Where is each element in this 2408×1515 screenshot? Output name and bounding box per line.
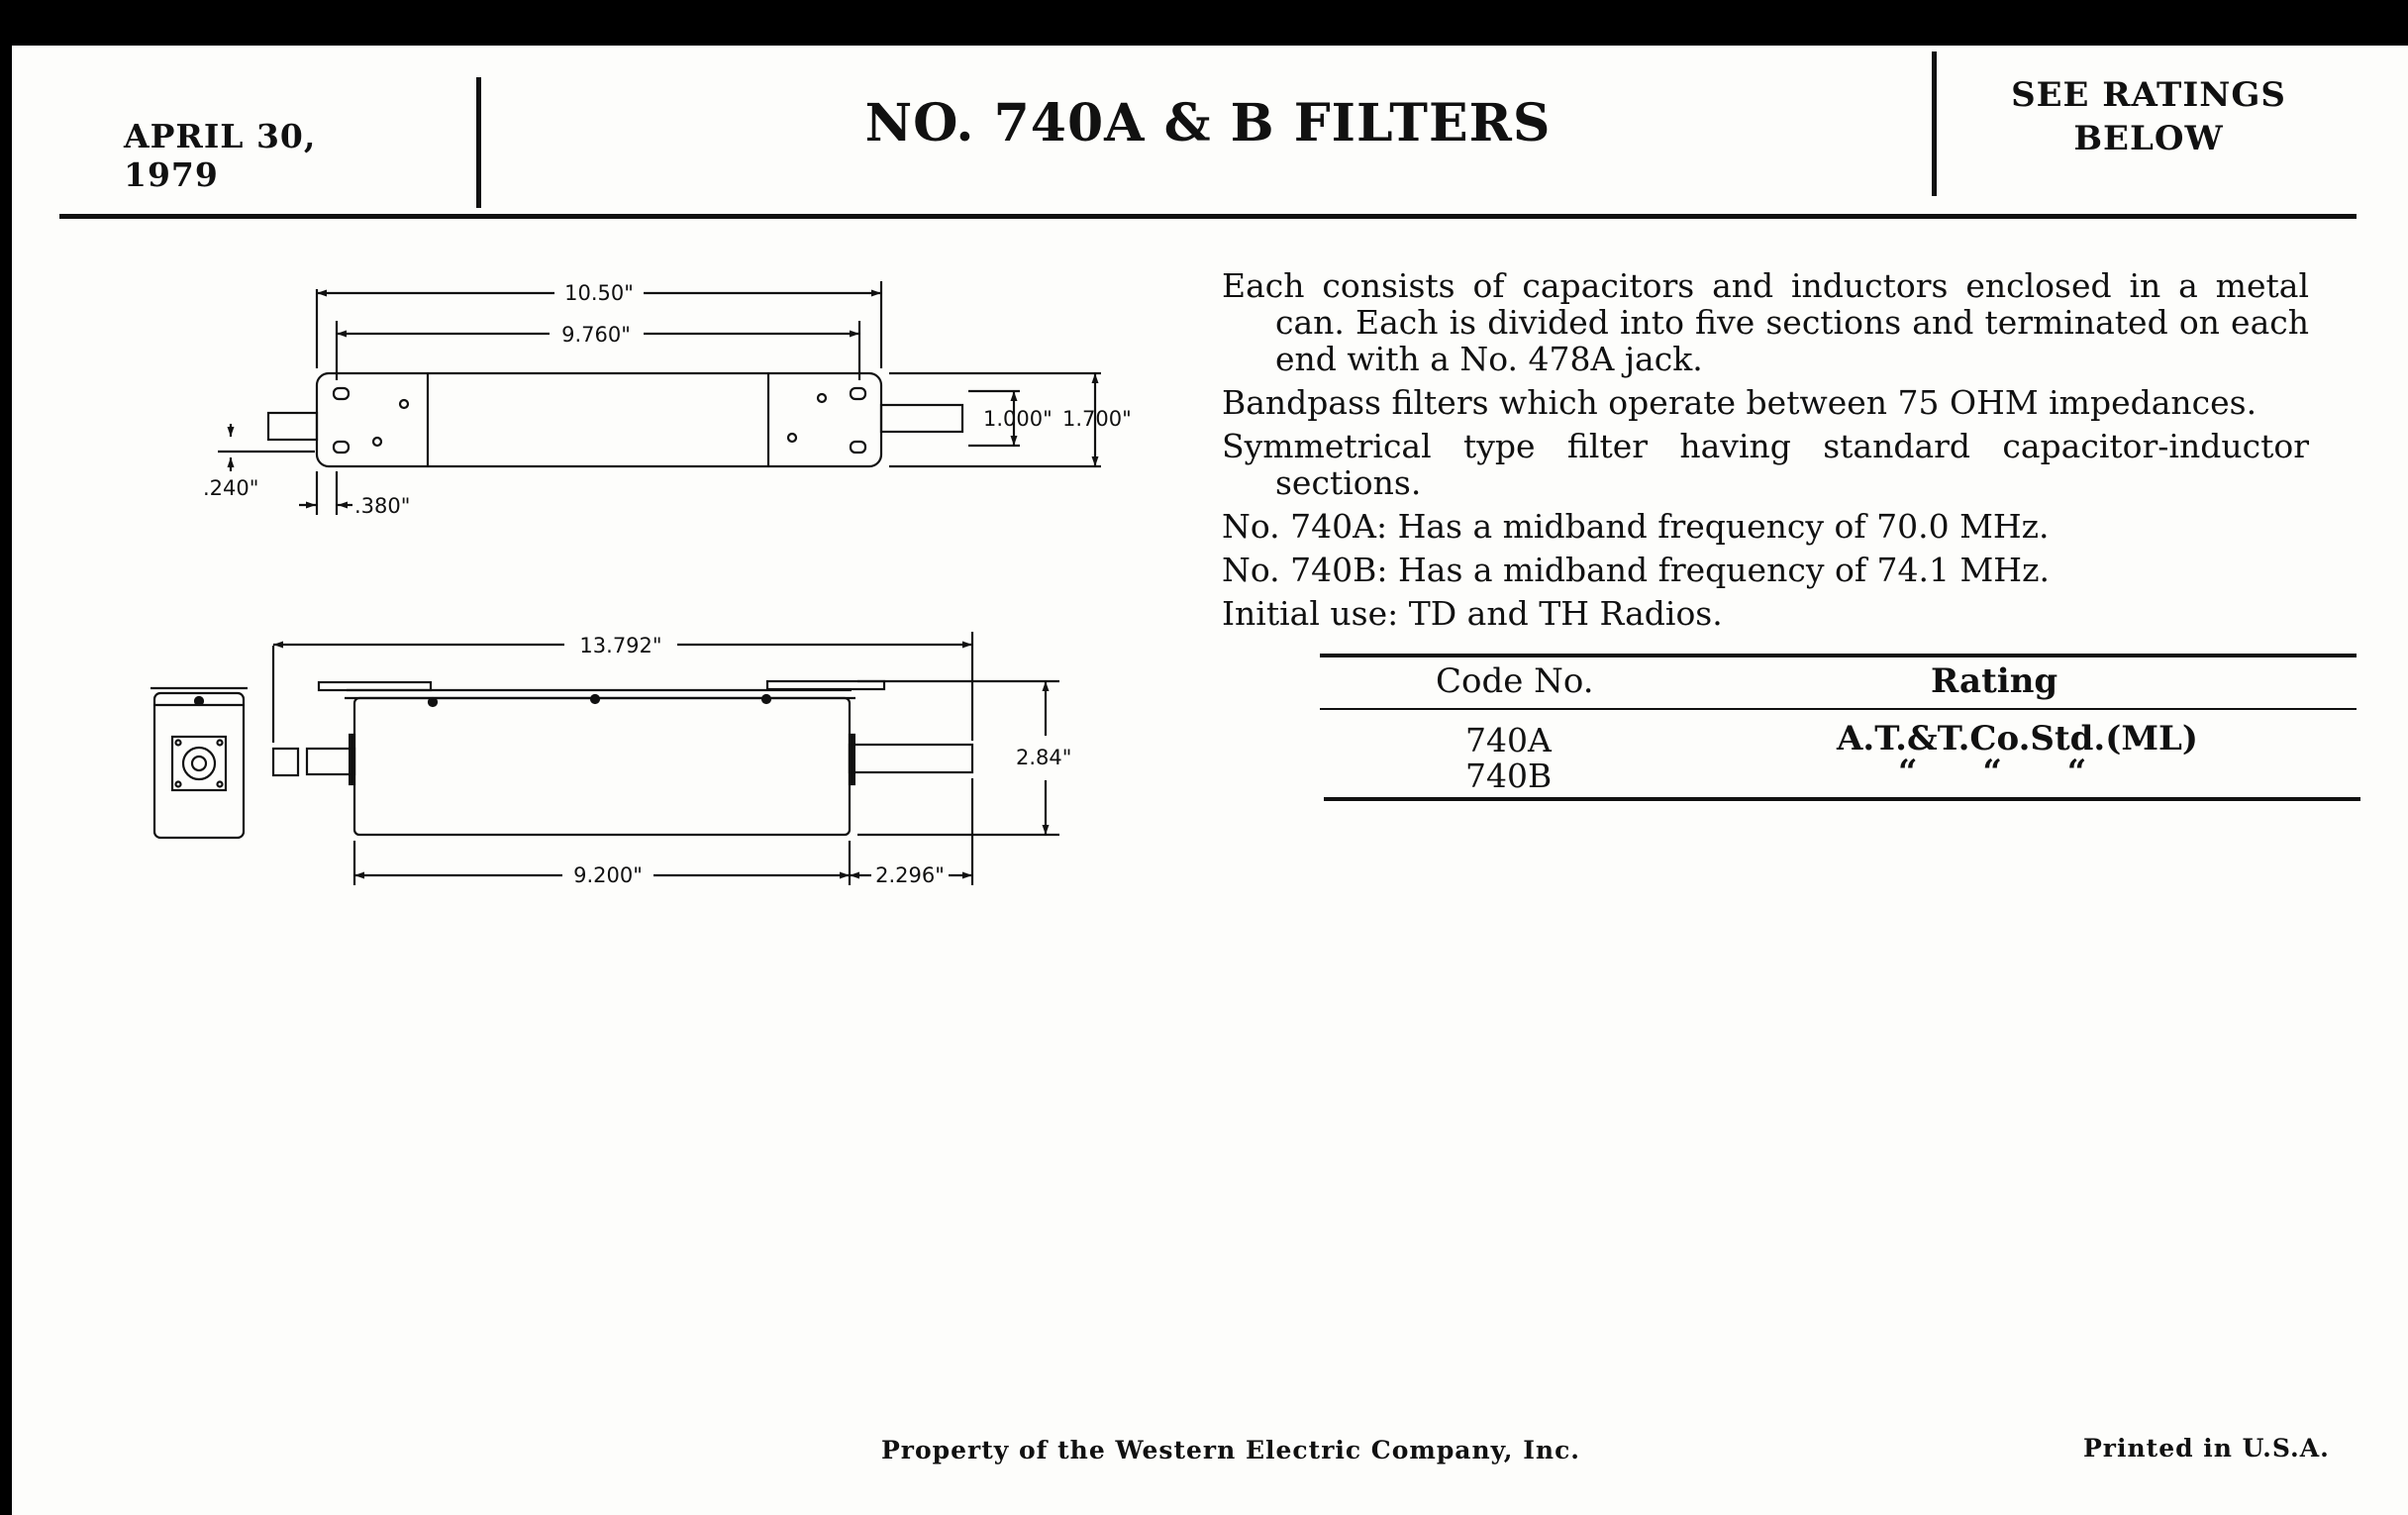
table-cell-rating: “ “ “ bbox=[1898, 753, 2087, 792]
dim-side-height: 2.84" bbox=[1016, 746, 1072, 769]
table-cell-code: 740B bbox=[1465, 757, 1553, 795]
footer-property: Property of the Western Electric Company, Inc. bbox=[881, 1436, 1581, 1464]
dim-body-length: 9.200" bbox=[573, 863, 643, 887]
dim-inner-height: 1.000" bbox=[983, 407, 1053, 431]
table-top-rule bbox=[1320, 654, 2357, 657]
table-bottom-rule bbox=[1324, 797, 2360, 801]
dim-outer-height: 1.700" bbox=[1062, 407, 1132, 431]
dim-jack-length: 2.296" bbox=[875, 863, 945, 887]
top-view-right-jack bbox=[881, 405, 962, 432]
top-view-left-jack bbox=[268, 413, 317, 440]
dim-total-length: 13.792" bbox=[579, 634, 662, 657]
top-view-body bbox=[317, 373, 881, 466]
end-view-body bbox=[154, 693, 244, 838]
ratings-note-line2: BELOW bbox=[2073, 119, 2224, 158]
dimension-drawing bbox=[0, 0, 1188, 941]
side-view-right-jack bbox=[850, 745, 972, 772]
description-paragraph: Initial use: TD and TH Radios. bbox=[1222, 594, 1723, 633]
table-header-code: Code No. bbox=[1436, 661, 1594, 701]
description-block bbox=[1222, 267, 2309, 639]
description-paragraph: Bandpass filters which operate between 75 OHM impedances. bbox=[1222, 383, 2258, 422]
table-cell-code: 740A bbox=[1465, 721, 1552, 759]
table-header-rating: Rating bbox=[1931, 661, 2058, 701]
side-view-body bbox=[354, 698, 850, 835]
header-divider-right bbox=[1932, 51, 1937, 196]
description-paragraph: Symmetrical type filter having standard capacitor-inductor sections. bbox=[1222, 427, 2309, 502]
dim-jack-offset: .240" bbox=[203, 476, 259, 500]
table-header-rule bbox=[1320, 708, 2357, 710]
side-view-left-jack bbox=[307, 749, 354, 774]
header-date: APRIL 30, 1979 bbox=[124, 117, 317, 194]
footer-printed: Printed in U.S.A. bbox=[2083, 1434, 2330, 1463]
header-ratings-note bbox=[1941, 73, 2357, 160]
dim-edge-offset: .380" bbox=[354, 494, 411, 518]
description-paragraph: No. 740A: Has a midband frequency of 70.0 MHz. bbox=[1222, 507, 2050, 546]
description-paragraph: Each consists of capacitors and inductors enclosed in a metal can. Each is divided into five sections and terminated on each end with a No. 478A jack. bbox=[1222, 266, 2309, 378]
table-cell-rating: A.T.&T.Co.Std.(ML) bbox=[1837, 719, 2198, 758]
page-title: NO. 740A & B FILTERS bbox=[864, 93, 1552, 153]
description-paragraph: No. 740B: Has a midband frequency of 74.1 MHz. bbox=[1222, 551, 2050, 589]
ratings-note-line1: SEE RATINGS bbox=[2011, 75, 2286, 115]
dim-overall-length: 10.50" bbox=[564, 281, 634, 305]
dim-hole-spacing: 9.760" bbox=[561, 323, 631, 347]
